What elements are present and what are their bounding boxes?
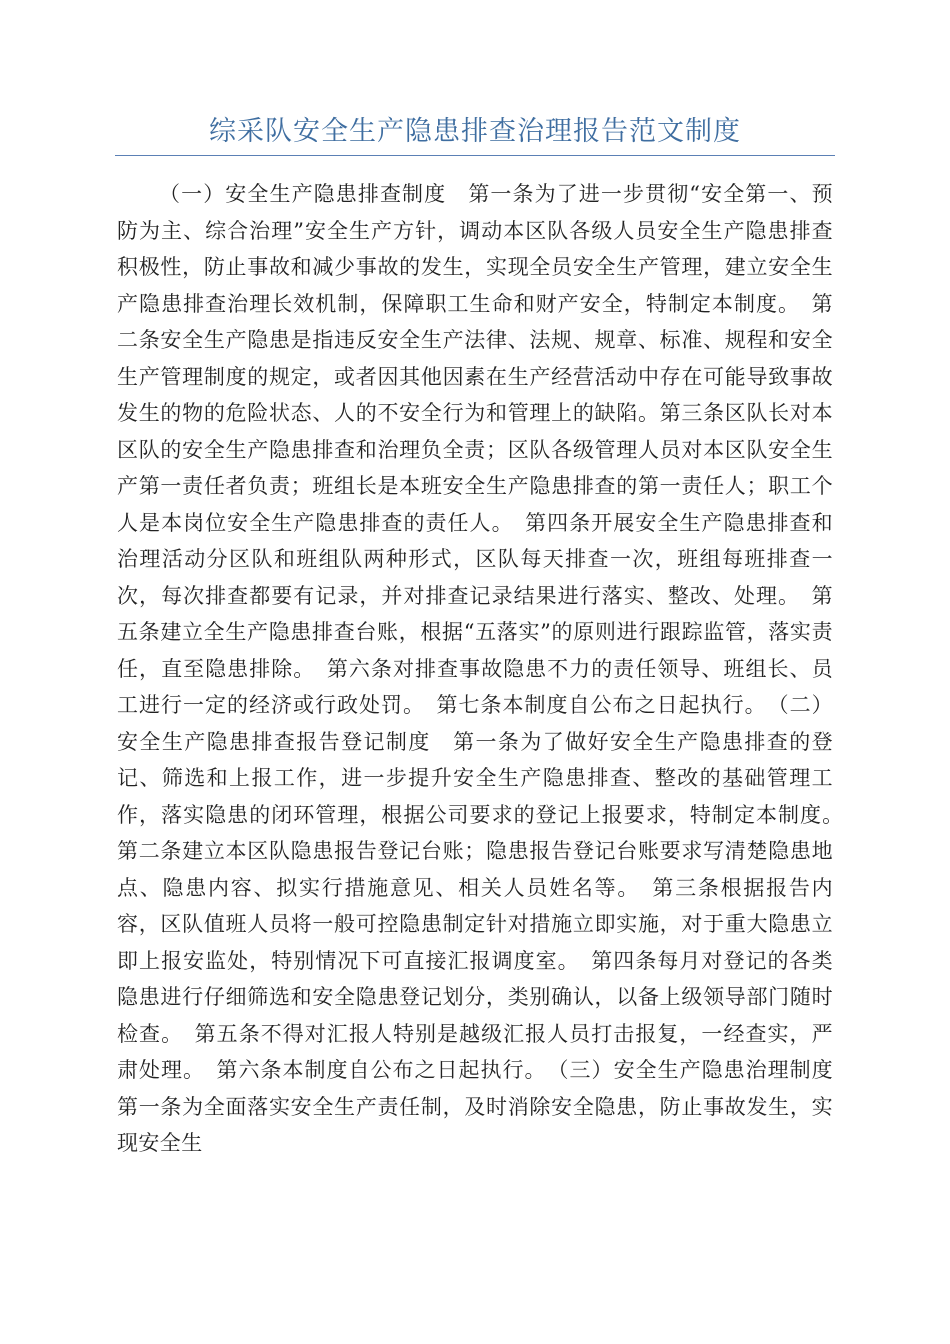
document-body: （一）安全生产隐患排查制度 第一条为了进一步贯彻“安全第一、预防为主、综合治理”安全生产方针，调动本区队各级人员安全生产隐患排查积极性，防止事故和减少事故的发生，实现全员安全生产管理，建立安全生产隐患排查治理长效机制，保障职工生命和财产安全，特制定本制度。 第二条安全生产隐患是指违反安全生产法律、法规、规章、标准、规程和安全生产管理制度的规定，或者因其他因素在生产经营活动中存在可能导致事故发生的物的危险状态、人的不安全行为和管理上的缺陷。第三条区队长对本区队的安全生产隐患排查和治理负全责；区队各级管理人员对本区队安全生产第一责任者负责；班组长是本班安全生产隐患排查的第一责任人；职工个人是本岗位安全生产隐患排查的责任人。 第四条开展安全生产隐患排查和治理活动分区队和班组队两种形式，区队每天排查一次，班组每班排查一次，每次排查都要有记录，并对排查记录结果进行落实、整改、处理。 第五条建立全生产隐患排查台账，根据“五落实”的原则进行跟踪监管，落实责任，直至隐患排除。 第六条对排查事故隐患不力的责任领导、班组长、员工进行一定的经济或行政处罚。 第七条本制度自公布之日起执行。 （二）安全生产隐患排查报告登记制度 第一条为了做好安全生产隐患排查的登记、筛选和上报工作，进一步提升安全生产隐患排查、整改的基础管理工作，落实隐患的闭环管理，根据公司要求的登记上报要求，特制定本制度。 第二条建立本区队隐患报告登记台账；隐患报告登记台账要求写清楚隐患地点、隐患内容、拟实行措施意见、相关人员姓名等。 第三条根据报告内容，区队值班人员将一般可控隐患制定针对措施立即实施，对于重大隐患立即上报安监处，特别情况下可直接汇报调度室。 第四条每月对登记的各类隐患进行仔细筛选和安全隐患登记划分，类别确认，以备上级领导部门随时检查。 第五条不得对汇报人特别是越级汇报人员打击报复，一经查实，严肃处理。 第六条本制度自公布之日起执行。 （三）安全生产隐患治理制度 第一条为全面落实安全生产责任制，及时消除安全隐患，防止事故发生，实现安全生 [117, 182, 855, 1155]
title-underline [115, 155, 835, 156]
document-title: 综采队安全生产隐患排查治理报告范文制度 [209, 116, 741, 147]
